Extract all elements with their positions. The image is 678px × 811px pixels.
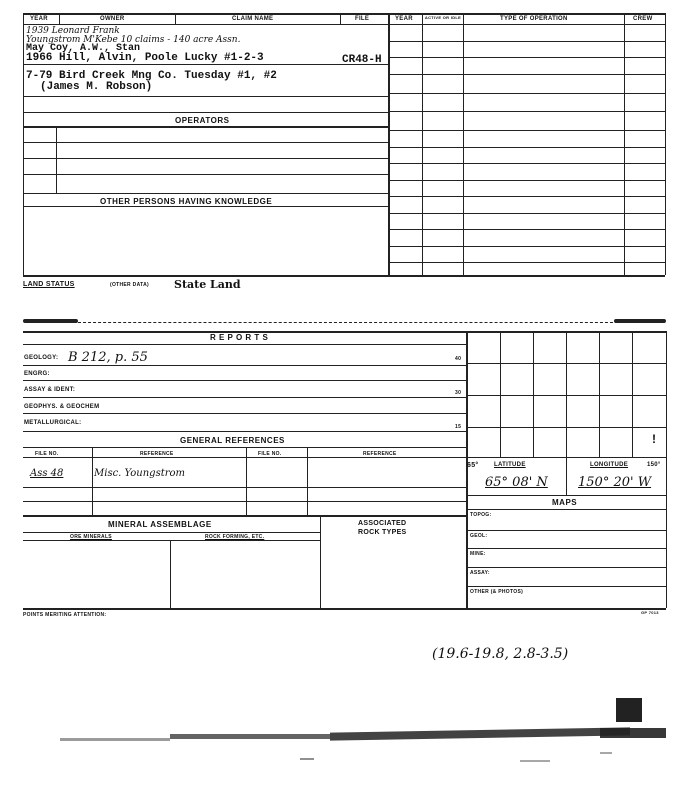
land-status-value: State Land bbox=[174, 278, 241, 291]
gr-col-file: FILE NO. bbox=[35, 451, 59, 457]
map-assay: ASSAY: bbox=[470, 570, 490, 576]
gr-entry-file: Ass 48 bbox=[30, 468, 64, 479]
gr-col-ref-2: REFERENCE bbox=[363, 451, 397, 457]
report-geology-num: 40 bbox=[455, 356, 462, 362]
header-owner: OWNER bbox=[100, 16, 125, 22]
owner-row-coy: May Coy, A.W., Stan bbox=[26, 43, 141, 54]
lon-suffix: 150° bbox=[647, 462, 661, 468]
longitude-value: 150° 20' W bbox=[578, 475, 652, 490]
longitude-label: LONGITUDE bbox=[590, 462, 629, 468]
map-topog: TOPOG: bbox=[470, 512, 492, 518]
land-status-label: LAND STATUS bbox=[23, 281, 75, 288]
header-type-of-operation: TYPE OF OPERATION bbox=[500, 16, 568, 22]
report-assay-num: 30 bbox=[455, 390, 462, 396]
report-geophys-label: GEOPHYS. & GEOCHEM bbox=[24, 404, 100, 410]
header-file: FILE bbox=[355, 16, 370, 22]
owner-row-hill: 1966 Hill, Alvin, Poole Lucky #1-2-3 bbox=[26, 52, 264, 64]
latitude-label: LATITUDE bbox=[494, 462, 526, 468]
header-year-2: YEAR bbox=[395, 16, 413, 22]
map-mine: MINE: bbox=[470, 551, 486, 557]
form-number: GP 7013 bbox=[641, 610, 659, 615]
handwritten-claim-line: Youngstrom M'Kebe 10 claims - 140 acre Assn. bbox=[26, 35, 241, 45]
handwritten-owner-line: 1939 Leonard Frank bbox=[26, 26, 120, 36]
header-year: YEAR bbox=[30, 16, 48, 22]
map-geol: GEOL: bbox=[470, 533, 488, 539]
associated-label: ASSOCIATED bbox=[358, 520, 407, 527]
latitude-value: 65° 08' N bbox=[485, 475, 548, 490]
report-metallurgical-label: METALLURGICAL: bbox=[24, 420, 82, 426]
ore-minerals-label: ORE MINERALS bbox=[70, 534, 112, 540]
handwritten-coordinates: (19.6-19.8, 2.8-3.5) bbox=[432, 646, 569, 662]
rock-types-label: ROCK TYPES bbox=[358, 529, 407, 536]
report-geology-value: B 212, p. 55 bbox=[68, 350, 148, 365]
owner-row-robson: (James M. Robson) bbox=[40, 81, 153, 93]
maps-label: MAPS bbox=[552, 498, 578, 507]
header-active-idle: ACTIVE OR IDLE bbox=[424, 15, 462, 20]
reports-title: R E P O R T S bbox=[210, 333, 269, 342]
header-crew: CREW bbox=[633, 16, 653, 22]
gr-entry-ref: Misc. Youngstrom bbox=[94, 468, 185, 479]
file-cr48h: CR48-H bbox=[342, 54, 382, 66]
mineral-assemblage-title: MINERAL ASSEMBLAGE bbox=[108, 520, 212, 529]
report-geology-label: GEOLOGY: bbox=[24, 355, 59, 361]
general-references-title: GENERAL REFERENCES bbox=[180, 436, 285, 445]
lat-prefix: 65° bbox=[467, 462, 479, 469]
operators-label: OPERATORS bbox=[175, 116, 230, 125]
map-other-photos: OTHER (& PHOTOS) bbox=[470, 589, 524, 595]
rock-forming-label: ROCK FORMING, ETC. bbox=[205, 534, 265, 540]
report-metallurgical-num: 15 bbox=[455, 424, 462, 430]
land-status-sub: (OTHER DATA) bbox=[110, 282, 149, 288]
other-persons-label: OTHER PERSONS HAVING KNOWLEDGE bbox=[100, 197, 273, 206]
points-meriting-attention-label: POINTS MERITING ATTENTION: bbox=[23, 612, 107, 618]
grid-tick-mark: ! bbox=[652, 432, 656, 446]
report-assay-label: ASSAY & IDENT: bbox=[24, 387, 76, 393]
header-claim-name: CLAIM NAME bbox=[232, 16, 274, 22]
owner-row-bird-creek: 7-79 Bird Creek Mng Co. Tuesday #1, #2 bbox=[26, 70, 277, 82]
gr-col-file-2: FILE NO. bbox=[258, 451, 282, 457]
gr-col-ref: REFERENCE bbox=[140, 451, 174, 457]
report-engrg-label: ENGRG: bbox=[24, 371, 50, 377]
